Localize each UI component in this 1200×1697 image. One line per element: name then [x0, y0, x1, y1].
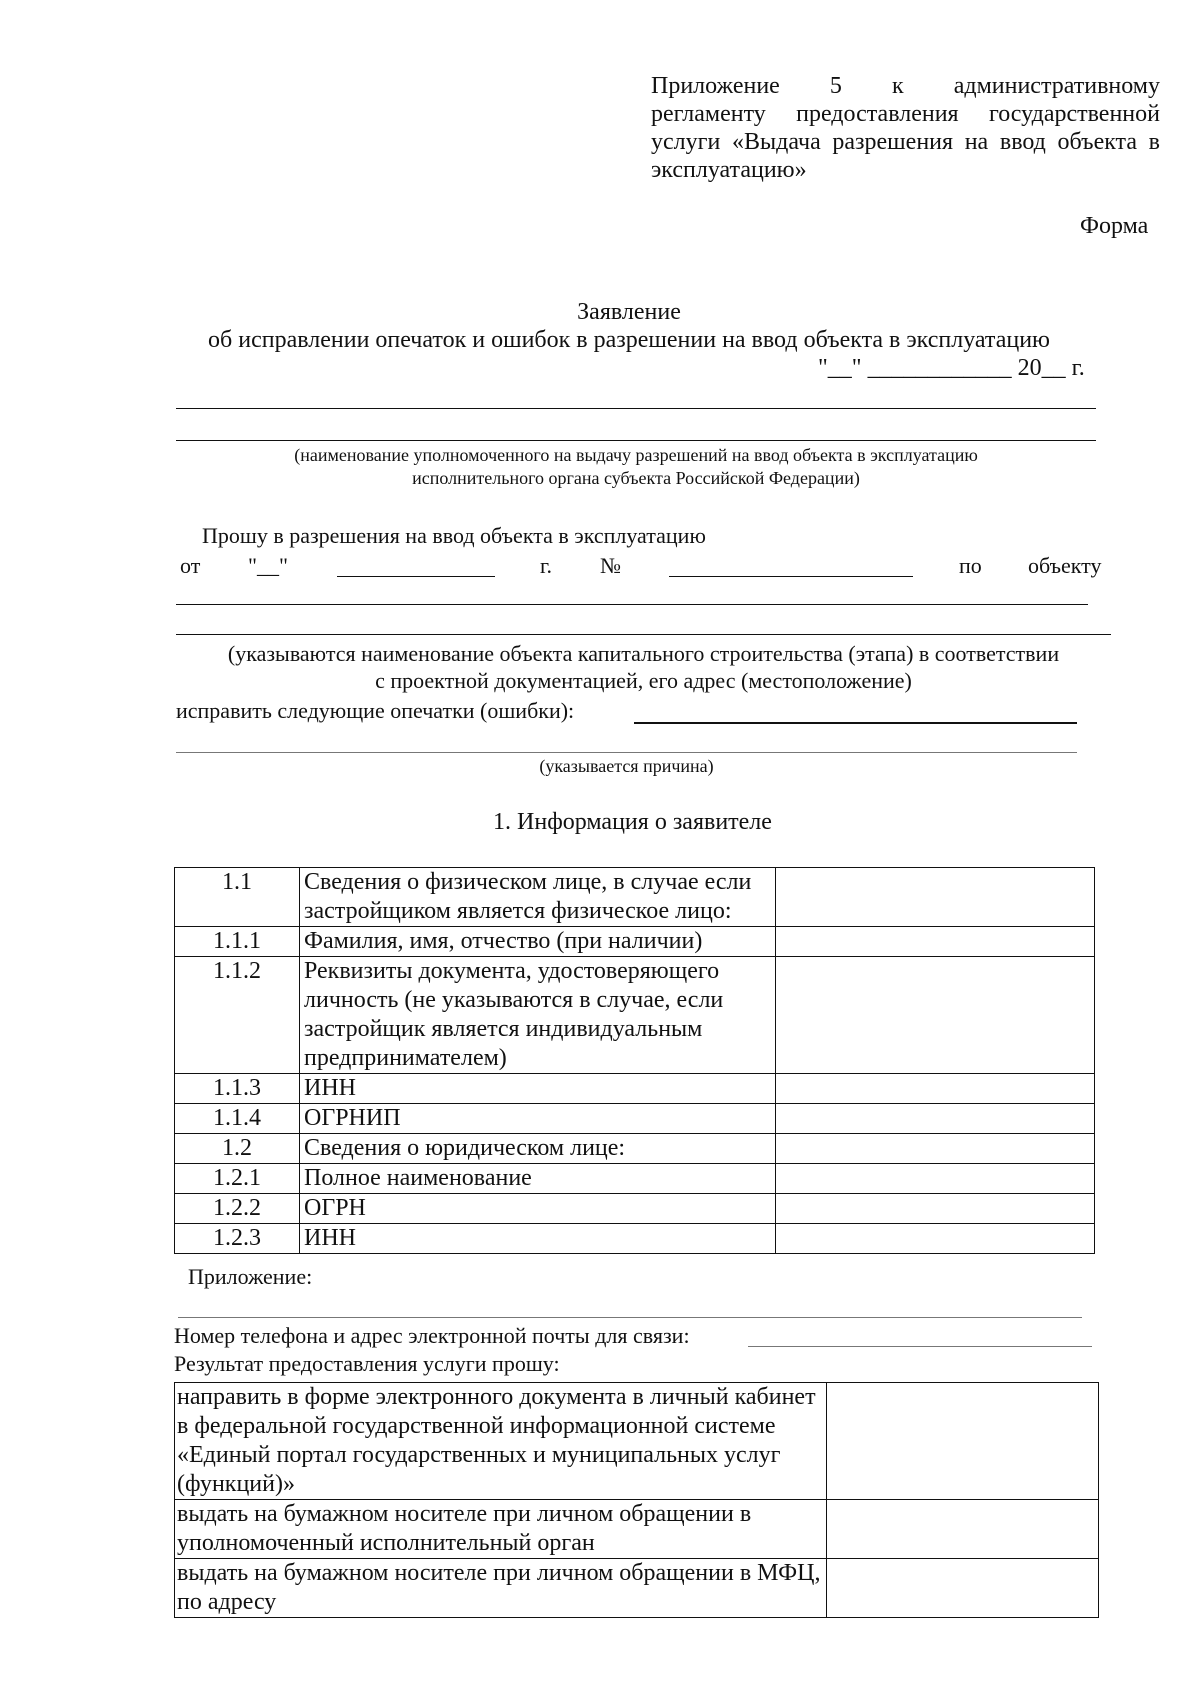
request-object: объекту — [1028, 553, 1102, 578]
result-option-label: направить в форме электронного документа в личный кабинет в федеральной государственной информационной системе «Единый портал государственных и муниципальных услуг (функций)» — [175, 1383, 827, 1500]
result-option-checkbox-cell[interactable] — [827, 1383, 1099, 1500]
applicant-info-table — [174, 867, 1095, 1254]
row-value-cell[interactable] — [776, 957, 1095, 1074]
table-row — [175, 1134, 1095, 1164]
request-text: Прошу в разрешения на ввод объекта в эксплуатацию — [202, 523, 706, 548]
authority-line-2[interactable] — [176, 440, 1096, 441]
object-line-2[interactable] — [176, 634, 1111, 635]
row-value-cell[interactable] — [776, 927, 1095, 957]
attachment-label: Приложение: — [188, 1264, 313, 1289]
row-number: 1.2.1 — [175, 1164, 300, 1194]
result-option-checkbox-cell[interactable] — [827, 1500, 1099, 1559]
table-row — [175, 1164, 1095, 1194]
row-label: ИНН — [300, 1224, 776, 1254]
table-row — [175, 1224, 1095, 1254]
table-row — [175, 868, 1095, 927]
result-options-table — [174, 1382, 1099, 1618]
row-value-cell[interactable] — [776, 1074, 1095, 1104]
row-value-cell[interactable] — [776, 1134, 1095, 1164]
row-value-cell[interactable] — [776, 1224, 1095, 1254]
table-row — [175, 1559, 1099, 1618]
row-label: ИНН — [300, 1074, 776, 1104]
row-number: 1.2.3 — [175, 1224, 300, 1254]
table-row — [175, 1074, 1095, 1104]
appendix-reference — [651, 72, 1160, 184]
permit-number-line[interactable] — [669, 576, 913, 577]
row-label: ОГРН — [300, 1194, 776, 1224]
row-label: Фамилия, имя, отчество (при наличии) — [300, 927, 776, 957]
fix-errors-line[interactable] — [634, 722, 1077, 724]
row-value-cell[interactable] — [776, 1194, 1095, 1224]
row-number: 1.1 — [175, 868, 300, 927]
fix-errors-label: исправить следующие опечатки (ошибки): — [176, 698, 575, 723]
row-value-cell[interactable] — [776, 1164, 1095, 1194]
row-label: Сведения о физическом лице, в случае если застройщиком является физическое лицо: — [300, 868, 776, 927]
object-caption: с проектной документацией, его адрес (местоположение) — [375, 668, 912, 693]
attachment-line[interactable] — [178, 1317, 1082, 1318]
row-number: 1.2 — [175, 1134, 300, 1164]
object-line-1[interactable] — [176, 604, 1088, 605]
request-from: от — [180, 553, 201, 578]
date-field[interactable]: "__" ____________ 20__ г. — [818, 355, 1085, 381]
appendix-line: регламенту предоставления государственной — [651, 101, 1160, 127]
reason-line[interactable] — [176, 752, 1077, 753]
result-option-label: выдать на бумажном носителе при личном обращении в МФЦ, по адресу — [175, 1559, 827, 1618]
request-po: по — [959, 553, 982, 578]
appendix-line: Приложение 5 к административному — [651, 73, 1160, 99]
row-number: 1.1.1 — [175, 927, 300, 957]
authority-caption: (наименование уполномоченного на выдачу разрешений на ввод объекта в эксплуатацию — [294, 445, 978, 465]
table-row — [175, 1194, 1095, 1224]
result-option-checkbox-cell[interactable] — [827, 1559, 1099, 1618]
row-label: Реквизиты документа, удостоверяющего личность (не указываются в случае, если застройщик является индивидуальным предпринимателем) — [300, 957, 776, 1074]
table-row — [175, 927, 1095, 957]
section-title: 1. Информация о заявителе — [493, 809, 772, 835]
object-caption: (указываются наименование объекта капитального строительства (этапа) в соответствии — [227, 641, 1060, 666]
row-label: ОГРНИП — [300, 1104, 776, 1134]
contact-label: Номер телефона и адрес электронной почты для связи: — [174, 1323, 690, 1348]
document-subtitle: об исправлении опечаток и ошибок в разрешении на ввод объекта в эксплуатацию — [208, 327, 1050, 353]
result-option-label: выдать на бумажном носителе при личном обращении в уполномоченный исполнительный орган — [175, 1500, 827, 1559]
row-value-cell[interactable] — [776, 868, 1095, 927]
table-row — [175, 1383, 1099, 1500]
authority-caption: исполнительного органа субъекта Российской Федерации) — [412, 468, 860, 488]
row-number: 1.1.2 — [175, 957, 300, 1074]
table-row — [175, 1104, 1095, 1134]
result-label: Результат предоставления услуги прошу: — [174, 1351, 560, 1376]
row-label: Сведения о юридическом лице: — [300, 1134, 776, 1164]
permit-date-month-line[interactable] — [337, 576, 495, 577]
number-sign: № — [600, 553, 621, 578]
row-label: Полное наименование — [300, 1164, 776, 1194]
authority-line-1[interactable] — [176, 408, 1096, 409]
table-row — [175, 1500, 1099, 1559]
contact-line[interactable] — [748, 1346, 1092, 1347]
row-number: 1.1.3 — [175, 1074, 300, 1104]
appendix-line: услуги «Выдача разрешения на ввод объекта в — [651, 129, 1160, 155]
row-number: 1.1.4 — [175, 1104, 300, 1134]
document-title: Заявление — [577, 299, 681, 325]
row-number: 1.2.2 — [175, 1194, 300, 1224]
reason-caption: (указывается причина) — [539, 756, 714, 776]
table-row — [175, 957, 1095, 1074]
request-year-suffix: г. — [540, 553, 553, 578]
permit-date-field[interactable]: "__" — [248, 553, 288, 578]
appendix-line: эксплуатацию» — [651, 157, 807, 183]
form-label: Форма — [1080, 213, 1149, 239]
row-value-cell[interactable] — [776, 1104, 1095, 1134]
